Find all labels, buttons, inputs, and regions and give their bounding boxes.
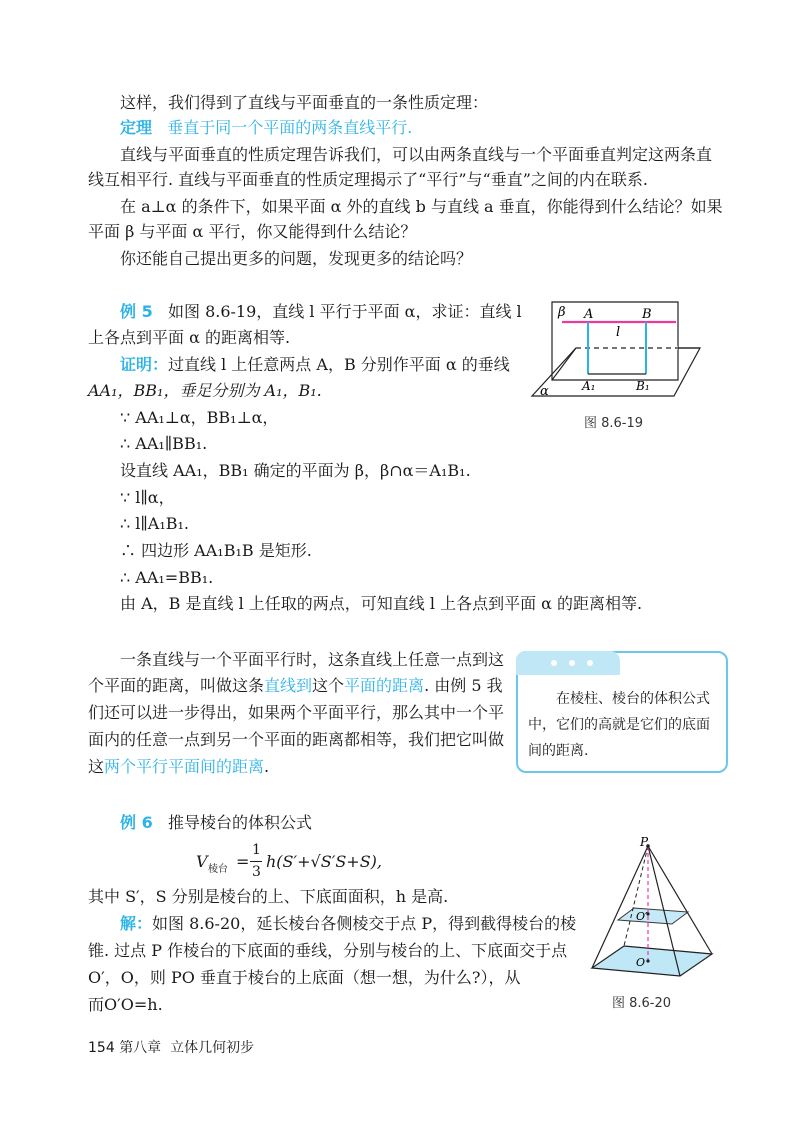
term-line-to-plane: 直线到	[264, 676, 313, 695]
formula-rest: h(S′+√S′S+S),	[266, 852, 382, 871]
example5-label: 例 5	[120, 302, 153, 321]
distance-text: . 由例 5 我	[424, 676, 503, 695]
paragraph-line: 线互相平行. 直线与平面垂直的性质定理揭示了“平行”与“垂直”之间的内在联系.	[88, 170, 648, 189]
solution-line: 锥. 过点 P 作棱台的下底面的垂线，分别与棱台的上、下底面交于点	[88, 941, 568, 960]
label-A: A	[584, 307, 594, 322]
distance-line	[88, 757, 269, 777]
proof-step: ∴ 四边形 AA₁B₁B 是矩形.	[120, 541, 312, 560]
example5-statement-line: 上各点到平面 α 的距离相等.	[88, 328, 291, 347]
label-O-prime: O′	[636, 910, 648, 923]
label-l: l	[616, 325, 621, 340]
proof-line	[120, 355, 510, 375]
figure-8-6-20	[584, 836, 720, 986]
example6-title-text: 推导棱台的体积公式	[167, 813, 312, 832]
formula-numerator: 1	[252, 842, 261, 858]
distance-text: 个平面的距离，叫做这条	[88, 676, 265, 695]
formula-V: V	[196, 852, 208, 871]
paragraph-line: 在 a⊥α 的条件下，如果平面 α 外的直线 b 与直线 a 垂直，你能得到什么结论？如果	[120, 197, 723, 216]
label-B1: B₁	[636, 379, 650, 393]
proof-step: ∵ l∥α，	[120, 488, 175, 507]
example6-label: 例 6	[120, 813, 153, 832]
label-O: O	[636, 956, 646, 969]
formula-equals: =	[236, 852, 250, 871]
term-plane-distance: 平面的距离	[344, 676, 425, 695]
theorem-text: 垂直于同一个平面的两条直线平行.	[167, 118, 413, 137]
proof-step: 设直线 AA₁，BB₁ 确定的平面为 β，β∩α＝A₁B₁.	[120, 461, 471, 480]
example6-where: 其中 S′，S 分别是棱台的上、下底面面积，h 是高.	[88, 887, 449, 906]
distance-line: 一条直线与一个平面平行时，这条直线上任意一点到这	[120, 650, 505, 669]
label-P: P	[640, 836, 649, 849]
term-parallel-plane-distance: 两个平行平面间的距离	[104, 757, 265, 776]
proof-step: ∴ AA₁=BB₁.	[120, 568, 214, 587]
label-alpha: α	[540, 384, 549, 399]
label-B: B	[642, 307, 652, 322]
figure-8-6-19	[528, 296, 708, 404]
distance-line: 们还可以进一步得出，如果两个平面平行，那么其中一个平	[88, 703, 505, 722]
paragraph-line: 平面 β 与平面 α 平行，你又能得到什么结论？	[88, 222, 417, 241]
solution-line: O′，O，则 PO 垂直于棱台的上底面（想一想，为什么?），从	[88, 968, 521, 987]
proof-step: ∴ l∥A₁B₁.	[120, 514, 189, 533]
solution-line: 而O′O=h.	[88, 995, 163, 1014]
figure-caption: 图 8.6-19	[584, 416, 644, 431]
proof-label: 证明：	[120, 355, 169, 374]
distance-text: 这个	[312, 676, 345, 695]
note-dots-icon	[548, 656, 596, 670]
label-A1: A₁	[582, 379, 596, 393]
example5-statement-text: 如图 8.6-19，直线 l 平行于平面 α，求证：直线 l	[167, 302, 522, 321]
distance-text: 这	[88, 757, 105, 776]
figure-caption: 图 8.6-20	[612, 996, 672, 1011]
formula-denominator: 3	[252, 864, 261, 880]
side-note-text: 在棱柱、棱台的体积公式中，它们的高就是它们的底面间的距离.	[528, 691, 710, 759]
chapter-title: 立体几何初步	[170, 1040, 255, 1056]
distance-line: 面内的任意一点到另一个平面的距离都相等，我们把它叫做	[88, 730, 505, 749]
page-footer	[88, 1037, 254, 1057]
proof-line: AA₁，BB₁，垂足分别为 A₁，B₁.	[88, 381, 322, 400]
theorem	[120, 118, 412, 138]
distance-text: .	[264, 757, 270, 776]
proof-text: 过直线 l 上任意两点 A，B 分别作平面 α 的垂线	[168, 355, 510, 374]
chapter-number: 第八章	[119, 1040, 162, 1056]
formula-subscript: 棱台	[208, 864, 228, 875]
proof-step: ∵ AA₁⊥α，BB₁⊥α，	[120, 408, 279, 427]
solution-line	[120, 914, 576, 934]
solution-label: 解：	[120, 914, 153, 933]
intro-line: 这样，我们得到了直线与平面垂直的一条性质定理：	[120, 93, 489, 112]
proof-step: ∴ AA₁∥BB₁.	[120, 434, 208, 453]
paragraph-line: 直线与平面垂直的性质定理告诉我们，可以由两条直线与一个平面垂直判定这两条直	[120, 145, 713, 164]
theorem-label: 定理	[120, 118, 153, 137]
example5-statement	[120, 302, 522, 322]
solution-text: 如图 8.6-20，延长棱台各侧棱交于点 P，得到截得棱台的棱	[152, 914, 577, 933]
distance-line	[88, 676, 503, 696]
page-number: 154	[88, 1040, 115, 1056]
label-beta: β	[558, 305, 566, 320]
example6-title	[120, 813, 312, 833]
paragraph-line: 你还能自己提出更多的问题，发现更多的结论吗？	[120, 249, 473, 268]
proof-conclusion: 由 A，B 是直线 l 上任取的两点，可知直线 l 上各点到平面 α 的距离相等.	[120, 594, 643, 613]
